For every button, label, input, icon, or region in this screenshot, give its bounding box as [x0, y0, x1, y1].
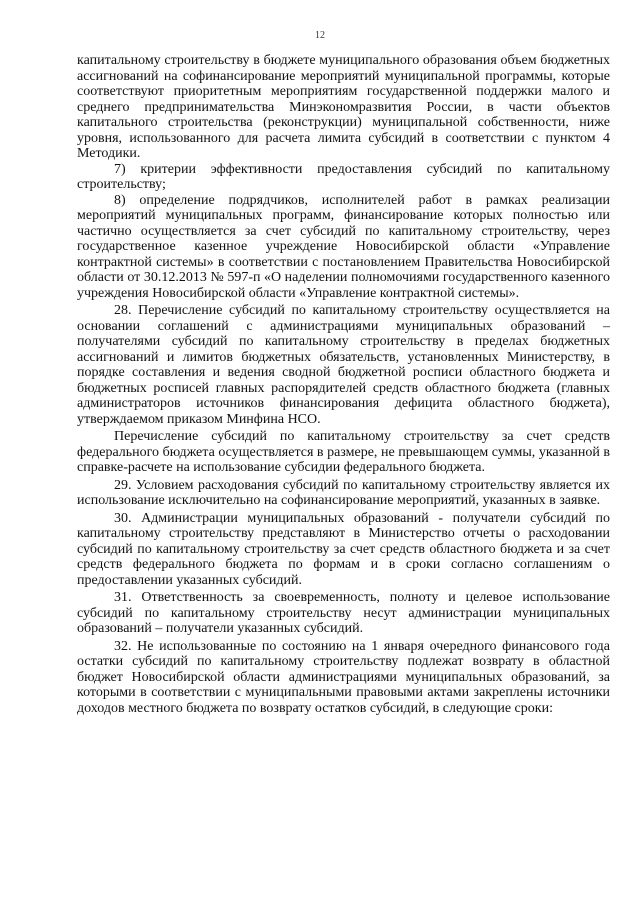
document-body	[77, 53, 610, 716]
paragraph-31: 31. Ответственность за своевременность, полноту и целевое использование субсидий по капитальному строительству несут администрации муниципальных образований – получатели указанных субсидий.	[77, 590, 610, 636]
paragraph-28: 28. Перечисление субсидий по капитальному строительству осуществляется на основании соглашений с администрациями муниципальных образований – получателями субсидий по капитальному строительству в пределах бюджетных ассигнований и лимитов бюджетных обязательств, установленных Министерству, в порядке составления и ведения сводной бюджетной росписи областного бюджета и бюджетных росписей главных распорядителей средств областного бюджета (главных администраторов источников финансирования дефицита областного бюджета), утверждаемом приказом Минфина НСО.	[77, 303, 610, 427]
paragraph-30: 30. Администрации муниципальных образований - получатели субсидий по капитальному строительству представляют в Министерство отчеты о расходовании субсидий по капитальному строительству за счет средств областного бюджета и за счет средств федерального бюджета по формам и в сроки согласно соглашениям о предоставлении указанных субсидий.	[77, 510, 610, 588]
paragraph-29: 29. Условием расходования субсидий по капитальному строительству является их использование исключительно на софинансирование мероприятий, указанных в заявке.	[77, 477, 610, 508]
paragraph-item-7: 7) критерии эффективности предоставления субсидий по капитальному строительству;	[77, 161, 610, 192]
paragraph-32: 32. Не использованные по состоянию на 1 января очередного финансового года остатки субсидий по капитальному строительству подлежат возврату в областной бюджет Новосибирской области администрациями муниципальных образований, за которыми в соответствии с муниципальными правовыми актами закреплены источники доходов местного бюджета по возврату остатков субсидий, в следующие сроки:	[77, 638, 610, 716]
page-number: 12	[315, 30, 325, 41]
paragraph-item-8: 8) определение подрядчиков, исполнителей работ в рамках реализации мероприятий муниципальных программ, финансирование которых полностью или частично осуществляется за счет субсидий по капитальному строительству, через государственное казенное учреждение Новосибирской области «Управление контрактной системы» в соответствии с постановлением Правительства Новосибирской области от 30.12.2013 № 597-п «О наделении полномочиями государственного казенного учреждения Новосибирской области «Управление контрактной системы».	[77, 192, 610, 301]
paragraph-28-federal: Перечисление субсидий по капитальному строительству за счет средств федерального бюджета осуществляется в размере, не превышающем суммы, указанной в справке-расчете на использование субсидии федерального бюджета.	[77, 429, 610, 475]
paragraph-continuation: капитальному строительству в бюджете муниципального образования объем бюджетных ассигнований на софинансирование мероприятий муниципальной программы, которые соответствуют приоритетным мероприятиям государственной поддержки малого и среднего предпринимательства Минэкономразвития России, в части объектов капитального строительства (реконструкции) муниципальной собственности, ниже уровня, использованного для расчета лимита субсидий в соответствии с пунктом 4 Методики.	[77, 53, 610, 161]
